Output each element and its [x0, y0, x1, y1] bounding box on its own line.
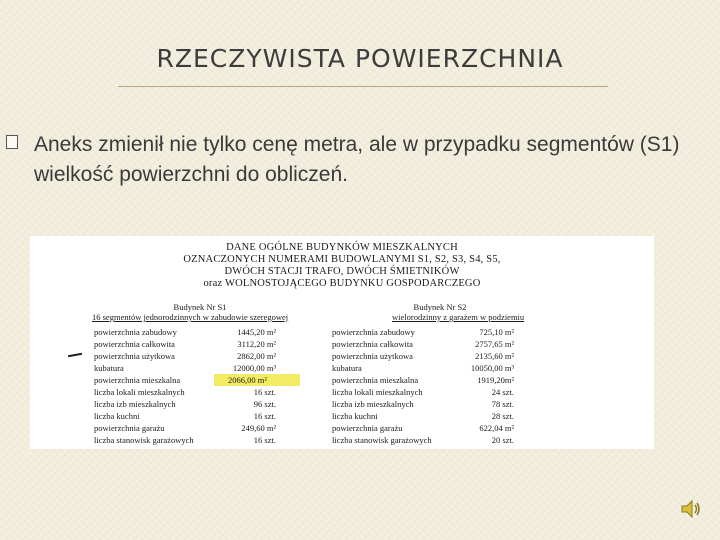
right-row-value: 28 szt. — [491, 411, 514, 421]
left-row-label: powierzchnia zabudowy — [94, 327, 177, 337]
right-building-subtitle: wielorodzinny z garażem w podziemiu — [392, 312, 525, 322]
speaker-icon[interactable] — [680, 498, 702, 520]
bullet-text: Aneks zmienił nie tylko cenę metra, ale w przypadku segmentów (S1) wielkość powierzchni do obliczeń. — [34, 133, 680, 186]
left-row-label: powierzchnia garażu — [94, 423, 165, 433]
left-row-label: liczba kuchni — [94, 411, 140, 421]
scanned-document-image — [30, 236, 654, 449]
right-row-value: 78 szt. — [491, 399, 514, 409]
right-row-value: 2135,60 m² — [475, 351, 514, 361]
left-row-value: 2862,00 m² — [237, 351, 276, 361]
right-row-label: powierzchnia mieszkalna — [332, 375, 419, 385]
slide-title: RZECZYWISTA POWIERZCHNIA — [156, 44, 564, 73]
left-row-label: kubatura — [94, 363, 124, 373]
left-row-value: 16 szt. — [253, 387, 276, 397]
left-row-label: powierzchnia użytkowa — [94, 351, 175, 361]
left-row-label: liczba izb mieszkalnych — [94, 399, 176, 409]
right-row-label: powierzchnia garażu — [332, 423, 403, 433]
right-row-value: 20 szt. — [491, 435, 514, 445]
right-row-label: kubatura — [332, 363, 362, 373]
doc-heading-line: OZNACZONYCH NUMERAMI BUDOWLANYMI S1, S2, S3, S4, S5, — [183, 254, 501, 265]
highlighted-value: 2066,00 m² — [214, 374, 300, 386]
right-row-label: liczba lokali mieszkalnych — [332, 387, 423, 397]
right-row-label: liczba stanowisk garażowych — [332, 435, 432, 445]
right-row-value: 725,10 m² — [479, 327, 514, 337]
right-row-label: liczba izb mieszkalnych — [332, 399, 414, 409]
right-row-label: liczba kuchni — [332, 411, 378, 421]
right-row-value: 622,04 m² — [479, 423, 514, 433]
left-row-value: 3112,20 m² — [237, 339, 276, 349]
left-row-label: powierzchnia całkowita — [94, 339, 175, 349]
right-row-value: 1919,20m² — [477, 375, 514, 385]
right-row-label: powierzchnia całkowita — [332, 339, 413, 349]
left-row-label: liczba stanowisk garażowych — [94, 435, 194, 445]
checkbox-bullet-icon — [6, 135, 18, 149]
doc-heading-line: DANE OGÓLNE BUDYNKÓW MIESZKALNYCH — [226, 242, 458, 253]
left-row-label: powierzchnia mieszkalna — [94, 375, 181, 385]
left-building-subtitle: 16 segmentów jednorodzinnych w zabudowie szeregowej — [92, 312, 289, 322]
right-row-value: 10050,00 m³ — [470, 363, 514, 373]
pen-mark — [68, 353, 82, 357]
doc-heading-line: DWÓCH STACJI TRAFO, DWÓCH ŚMIETNIKÓW — [224, 266, 460, 277]
left-row-value: 12000,00 m³ — [232, 363, 276, 373]
left-row-label: liczba lokali mieszkalnych — [94, 387, 185, 397]
left-row-value: 96 szt. — [253, 399, 276, 409]
right-row-label: powierzchnia użytkowa — [332, 351, 413, 361]
doc-heading-line: oraz WOLNOSTOJĄCEGO BUDYNKU GOSPODARCZEGO — [203, 278, 481, 289]
right-building-title: Budynek Nr S2 — [413, 302, 467, 312]
title-divider — [118, 86, 608, 87]
left-row-value: 249,60 m² — [241, 423, 276, 433]
left-row-value: 16 szt. — [253, 435, 276, 445]
left-row-value: 16 szt. — [253, 411, 276, 421]
right-row-value: 24 szt. — [491, 387, 514, 397]
left-row-value: 1445,20 m² — [237, 327, 276, 337]
right-row-label: powierzchnia zabudowy — [332, 327, 415, 337]
bullet-item — [6, 130, 706, 190]
left-building-title: Budynek Nr S1 — [173, 302, 227, 312]
right-row-value: 2757,65 m² — [475, 339, 514, 349]
